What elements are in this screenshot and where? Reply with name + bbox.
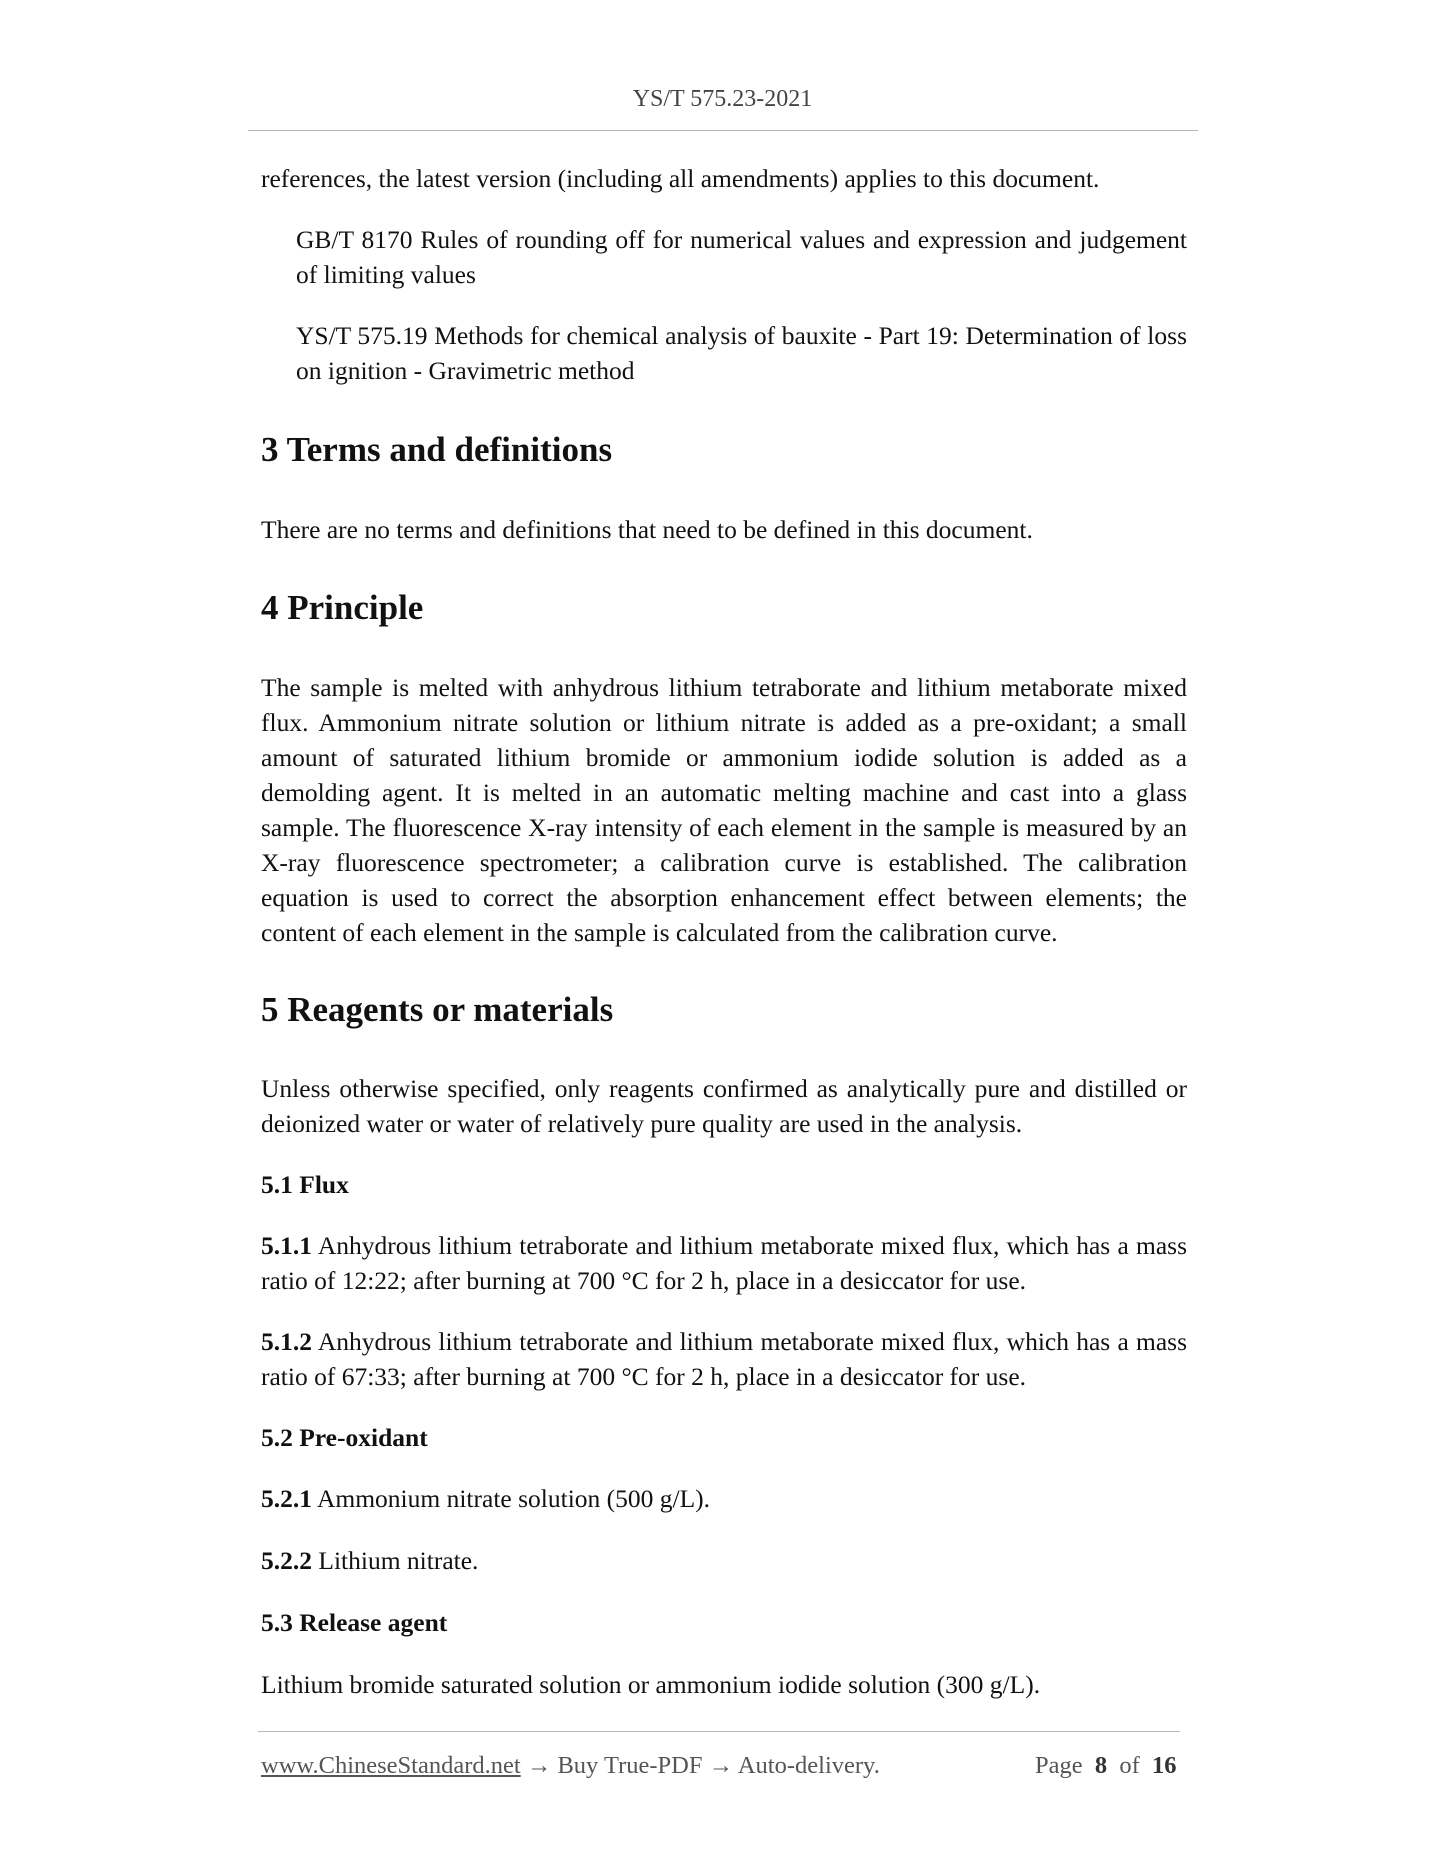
clause-5-2-1-number: 5.2.1 xyxy=(261,1484,312,1513)
clause-5-1-1 xyxy=(261,1228,1187,1298)
clause-5-1-1-number: 5.1.1 xyxy=(261,1231,312,1260)
section-5-2-heading: 5.2 Pre-oxidant xyxy=(261,1423,428,1452)
section-5-3-text: Lithium bromide saturated solution or ammonium iodide solution (300 g/L). xyxy=(261,1670,1041,1699)
section-4-heading: 4 Principle xyxy=(261,588,424,627)
page-total: 16 xyxy=(1152,1752,1177,1779)
page-label: Page xyxy=(1035,1752,1083,1779)
section-5-3-heading: 5.3 Release agent xyxy=(261,1608,448,1637)
clause-5-2-1 xyxy=(261,1481,1187,1516)
clause-5-2-2-number: 5.2.2 xyxy=(261,1546,312,1575)
of-label: of xyxy=(1119,1752,1140,1779)
footer-divider xyxy=(258,1731,1180,1732)
footer-site-promo xyxy=(261,1752,880,1780)
header-divider xyxy=(248,130,1198,131)
clause-5-1-1-text: Anhydrous lithium tetraborate and lithium metaborate mixed flux, which has a mass ratio of 12:22; after burning at 700 °C for 2 h, place in a desiccator for use. xyxy=(261,1231,1187,1295)
reference-gbt-8170: GB/T 8170 Rules of rounding off for numerical values and expression and judgement of limiting values xyxy=(296,225,1187,289)
clause-5-2-2-text: Lithium nitrate. xyxy=(312,1546,479,1575)
clause-5-2-1-text: Ammonium nitrate solution (500 g/L). xyxy=(312,1484,711,1513)
section-3-text: There are no terms and definitions that need to be defined in this document. xyxy=(261,515,1033,544)
reference-yst-575-19: YS/T 575.19 Methods for chemical analysis of bauxite - Part 19: Determination of loss on ignition - Gravimetric method xyxy=(296,321,1187,385)
section-4-principle-text: The sample is melted with anhydrous lithium tetraborate and lithium metaborate mixed flux. Ammonium nitrate solution or lithium nitrate is added as a pre-oxidant; a small amount of saturated lithium bromide or ammonium iodide solution is added as a demolding agent. It is melted in an automatic melting machine and cast into a glass sample. The fluorescence X-ray intensity of each element in the sample is measured by an X-ray fluorescence spectrometer; a calibration curve is established. The calibration equation is used to correct the absorption enhancement effect between elements; the content of each element in the sample is calculated from the calibration curve. xyxy=(261,673,1187,947)
site-link[interactable]: www.ChineseStandard.net xyxy=(261,1752,521,1779)
section-5-1-heading: 5.1 Flux xyxy=(261,1170,349,1199)
clause-5-1-2 xyxy=(261,1324,1187,1394)
section-5-intro: Unless otherwise specified, only reagents confirmed as analytically pure and distilled or deionized water or water of relatively pure quality are used in the analysis. xyxy=(261,1074,1187,1138)
clause-5-2-2 xyxy=(261,1543,1187,1578)
clause-5-1-2-text: Anhydrous lithium tetraborate and lithium metaborate mixed flux, which has a mass ratio of 67:33; after burning at 700 °C for 2 h, place in a desiccator for use. xyxy=(261,1327,1187,1391)
clause-5-1-2-number: 5.1.2 xyxy=(261,1327,312,1356)
page-current: 8 xyxy=(1094,1752,1108,1779)
section-5-heading: 5 Reagents or materials xyxy=(261,990,614,1029)
section-3-heading: 3 Terms and definitions xyxy=(261,430,613,469)
document-code-header: YS/T 575.23-2021 xyxy=(632,86,813,112)
footer-promo-text: → Buy True-PDF → Auto-delivery. xyxy=(520,1752,880,1779)
references-continuation: references, the latest version (including all amendments) applies to this document. xyxy=(261,164,1100,193)
page-indicator xyxy=(1035,1752,1177,1780)
